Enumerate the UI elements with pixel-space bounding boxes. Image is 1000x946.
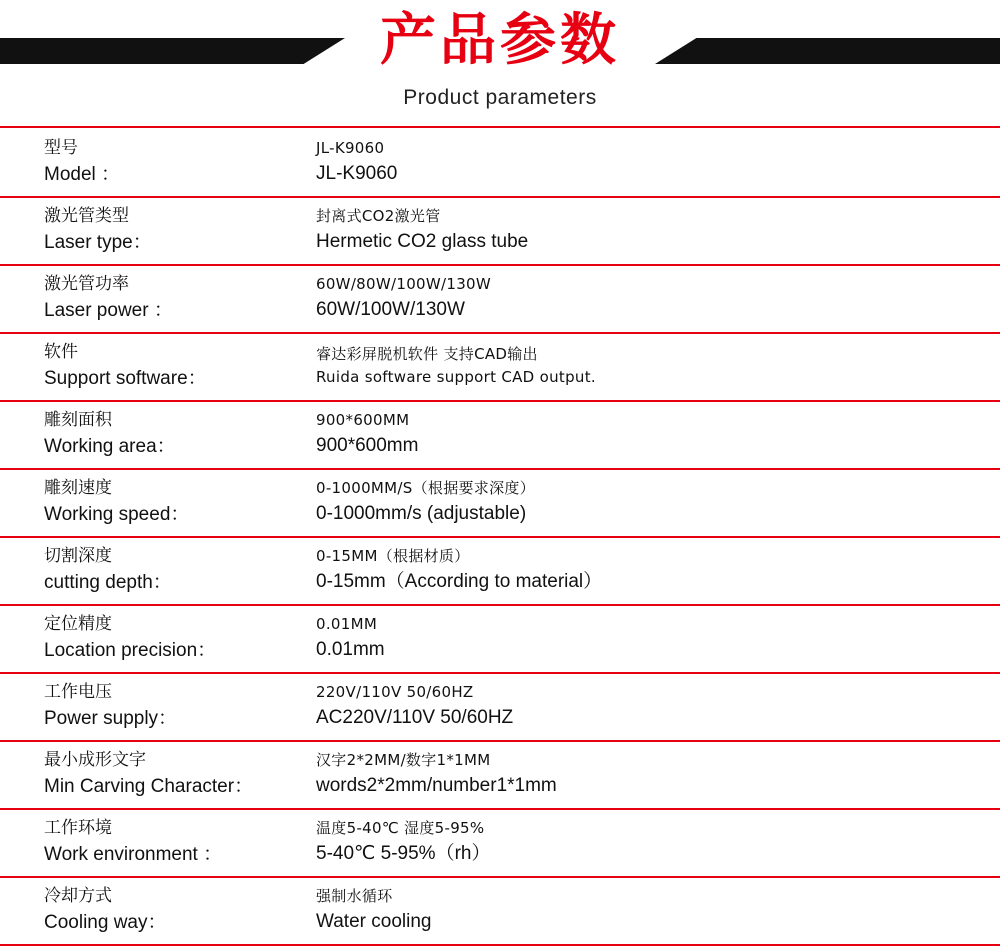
spec-label-working-area xyxy=(0,401,310,469)
value-en: 0-1000mm/s (adjustable) xyxy=(316,503,527,524)
spec-value-working-speed xyxy=(310,469,1000,537)
value-en: AC220V/110V 50/60HZ xyxy=(316,707,514,728)
value-en: Ruida software support CAD output. xyxy=(316,368,596,386)
spec-value-working-area xyxy=(310,401,1000,469)
value-cn: 0.01MM xyxy=(316,615,378,633)
label-en: cutting depth： xyxy=(44,572,172,593)
value-en: Hermetic CO2 glass tube xyxy=(316,231,529,252)
label-cn: 雕刻面积 xyxy=(44,410,112,430)
spec-label-min-carving-character xyxy=(0,741,310,809)
value-en: JL-K9060 xyxy=(316,163,398,184)
label-cn: 冷却方式 xyxy=(44,886,112,906)
spec-label-cutting-depth xyxy=(0,537,310,605)
specification-table xyxy=(0,126,1000,946)
value-cn: 0-15MM（根据材质） xyxy=(316,547,470,565)
label-cn: 切割深度 xyxy=(44,546,112,566)
table-row xyxy=(0,605,1000,673)
table-row xyxy=(0,809,1000,877)
table-row xyxy=(0,127,1000,197)
specification-table-body xyxy=(0,127,1000,945)
value-cn: JL-K9060 xyxy=(316,139,385,157)
spec-label-laser-type xyxy=(0,197,310,265)
value-cn: 汉字2*2MM/数字1*1MM xyxy=(316,751,491,769)
label-cn: 定位精度 xyxy=(44,614,112,634)
table-row xyxy=(0,401,1000,469)
label-en: Laser type： xyxy=(44,232,152,253)
label-en: Work environment ： xyxy=(44,844,223,865)
value-cn: 睿达彩屏脱机软件 支持CAD输出 xyxy=(316,345,538,363)
value-en: 0.01mm xyxy=(316,639,385,660)
label-en: Support software： xyxy=(44,368,207,389)
spec-value-support-software xyxy=(310,333,1000,401)
label-en: Min Carving Character： xyxy=(44,776,254,797)
spec-value-cutting-depth xyxy=(310,537,1000,605)
value-en: 0-15mm（According to material） xyxy=(316,571,603,592)
table-row xyxy=(0,469,1000,537)
spec-value-location-precision xyxy=(310,605,1000,673)
table-row xyxy=(0,197,1000,265)
label-cn: 型号 xyxy=(44,138,78,158)
spec-label-support-software xyxy=(0,333,310,401)
table-row xyxy=(0,741,1000,809)
value-en: 900*600mm xyxy=(316,435,419,456)
title-row xyxy=(0,0,1000,82)
value-cn: 60W/80W/100W/130W xyxy=(316,275,492,293)
label-en: Location precision： xyxy=(44,640,217,661)
spec-label-work-environment xyxy=(0,809,310,877)
label-cn: 软件 xyxy=(44,342,78,362)
page-title-cn: 产品参数 xyxy=(380,8,620,73)
spec-label-laser-power xyxy=(0,265,310,333)
value-cn: 220V/110V 50/60HZ xyxy=(316,683,474,701)
label-cn: 雕刻速度 xyxy=(44,478,112,498)
spec-label-power-supply xyxy=(0,673,310,741)
table-row xyxy=(0,877,1000,945)
spec-label-model xyxy=(0,127,310,197)
label-en: Laser power ： xyxy=(44,300,173,321)
label-en: Working speed： xyxy=(44,504,190,525)
page-title-en: Product parameters xyxy=(403,86,597,109)
spec-value-min-carving-character xyxy=(310,741,1000,809)
label-en: Power supply： xyxy=(44,708,178,729)
label-cn: 最小成形文字 xyxy=(44,750,146,770)
label-en: Working area： xyxy=(44,436,176,457)
label-en: Cooling way： xyxy=(44,912,167,933)
label-cn: 激光管功率 xyxy=(44,274,129,294)
label-cn: 激光管类型 xyxy=(44,206,129,226)
label-cn: 工作环境 xyxy=(44,818,112,838)
spec-value-work-environment xyxy=(310,809,1000,877)
spec-value-cooling-way xyxy=(310,877,1000,945)
value-cn: 温度5-40℃ 湿度5-95% xyxy=(316,819,485,837)
spec-value-laser-power xyxy=(310,265,1000,333)
value-en: 5-40℃ 5-95%（rh） xyxy=(316,843,491,864)
table-row xyxy=(0,537,1000,605)
value-cn: 强制水循环 xyxy=(316,887,393,905)
spec-value-power-supply xyxy=(310,673,1000,741)
spec-label-location-precision xyxy=(0,605,310,673)
label-en: Model ： xyxy=(44,164,121,185)
spec-value-model xyxy=(310,127,1000,197)
value-en: Water cooling xyxy=(316,911,432,932)
spec-label-cooling-way xyxy=(0,877,310,945)
value-en: words2*2mm/number1*1mm xyxy=(316,775,557,796)
table-row xyxy=(0,673,1000,741)
value-cn: 0-1000MM/S（根据要求深度） xyxy=(316,479,535,497)
page-header xyxy=(0,0,1000,120)
value-cn: 900*600MM xyxy=(316,411,410,429)
spec-value-laser-type xyxy=(310,197,1000,265)
value-cn: 封离式CO2激光管 xyxy=(316,207,441,225)
table-row xyxy=(0,265,1000,333)
label-cn: 工作电压 xyxy=(44,682,112,702)
table-row xyxy=(0,333,1000,401)
spec-label-working-speed xyxy=(0,469,310,537)
value-en: 60W/100W/130W xyxy=(316,299,465,320)
